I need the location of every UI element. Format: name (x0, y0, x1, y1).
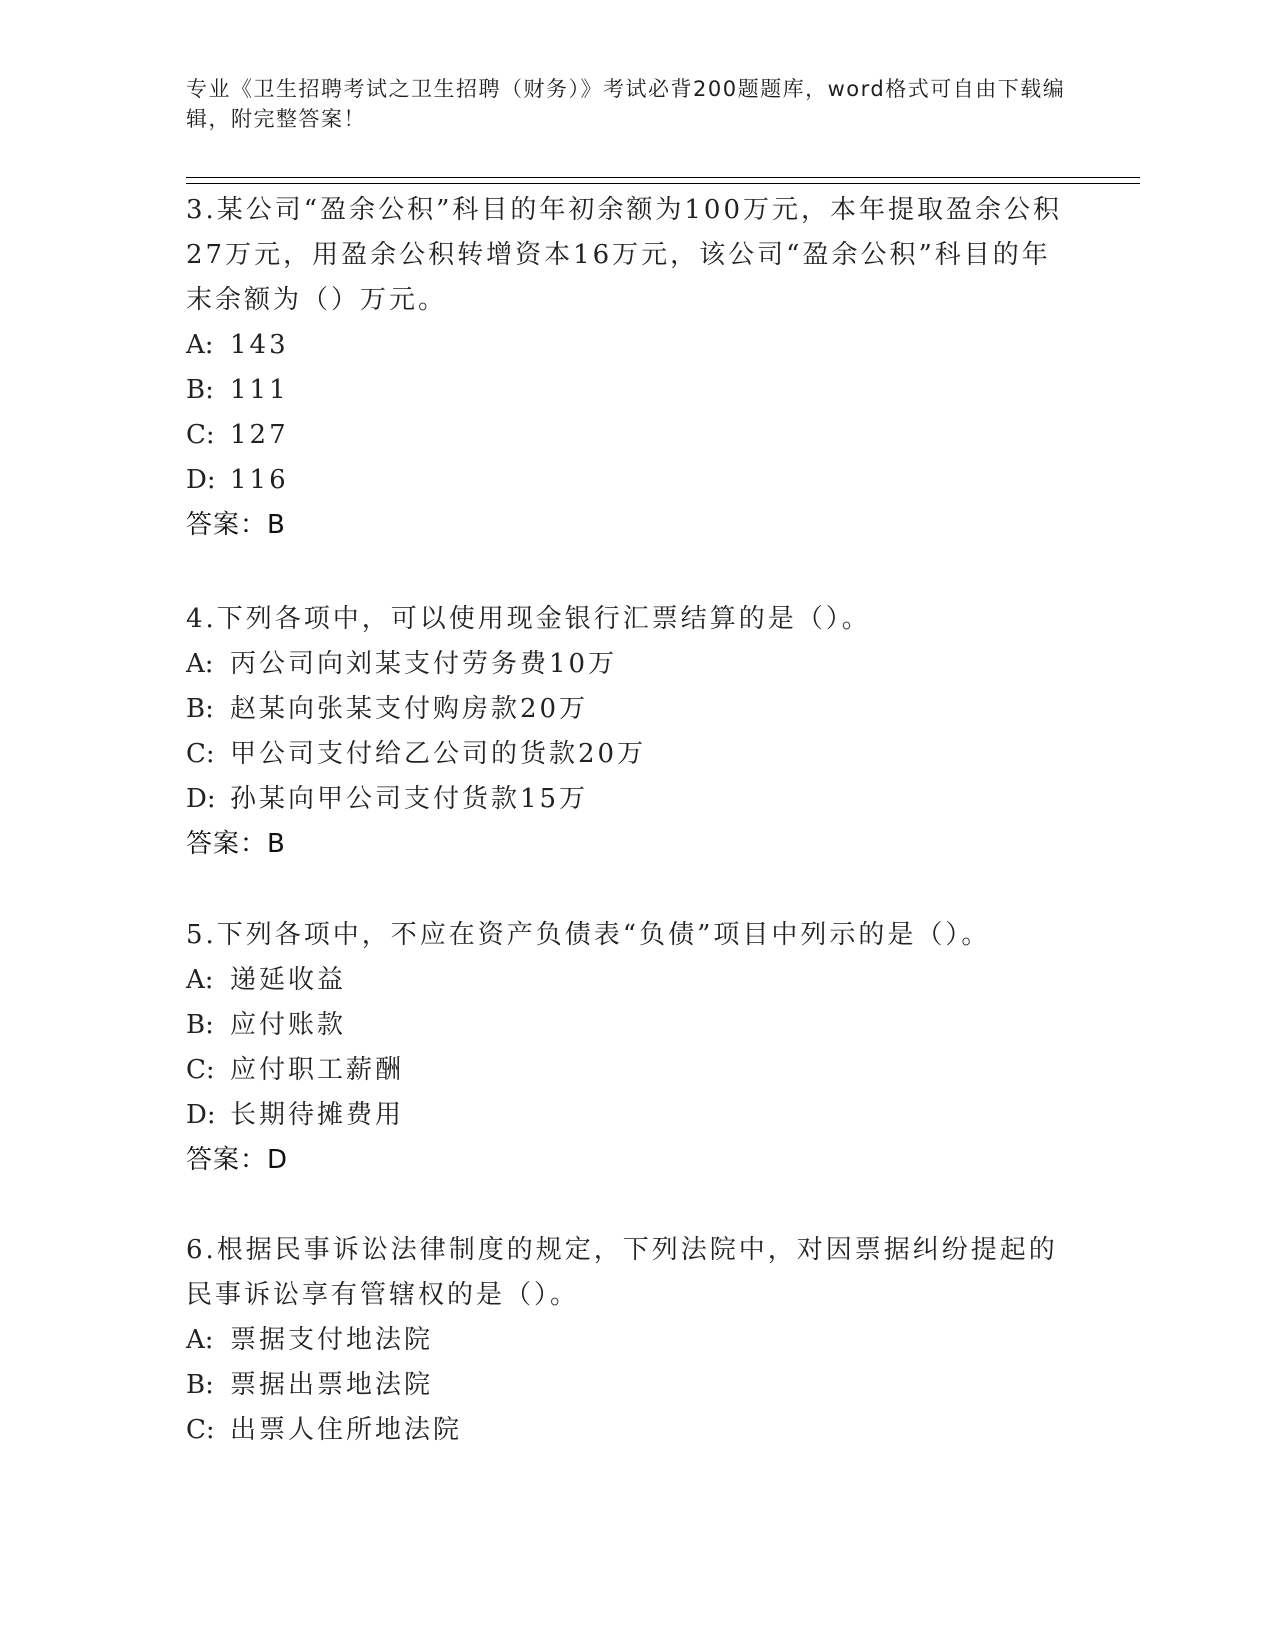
question-stem: 3.某公司“盈余公积”科目的年初余额为100万元，本年提取盈余公积27万元，用盈余公积转增资本16万元，该公司“盈余公积”科目的年末余额为（）万元。 (186, 195, 1063, 315)
option-d: D: 长期待摊费用 (186, 1100, 405, 1130)
question-4 (186, 597, 1066, 867)
option-d: D: 孙某向甲公司支付货款15万 (186, 784, 589, 814)
option-a: A: 143 (186, 330, 289, 360)
option-a: A: 丙公司向刘某支付劳务费10万 (186, 649, 618, 679)
option-a: A: 票据支付地法院 (186, 1325, 434, 1355)
question-6 (186, 1228, 1066, 1453)
answer-line: 答案：B (186, 829, 286, 859)
option-b: B: 111 (186, 375, 289, 405)
answer-line: 答案：B (186, 510, 286, 540)
question-stem: 6.根据民事诉讼法律制度的规定，下列法院中，对因票据纠纷提起的民事诉讼享有管辖权的是（）。 (186, 1235, 1058, 1310)
option-c: C: 甲公司支付给乙公司的货款20万 (186, 739, 647, 769)
option-d: D: 116 (186, 465, 289, 495)
answer-line: 答案：D (186, 1145, 289, 1175)
option-c: C: 出票人住所地法院 (186, 1415, 463, 1445)
header-divider-bottom (186, 183, 1140, 184)
option-b: B: 赵某向张某支付购房款20万 (186, 694, 589, 724)
document-header: 专业《卫生招聘考试之卫生招聘（财务）》考试必背200题题库，word格式可自由下载编辑，附完整答案！ (186, 77, 1066, 131)
question-stem: 5.下列各项中，不应在资产负债表“负债”项目中列示的是（）。 (186, 920, 991, 950)
question-5 (186, 913, 1066, 1183)
option-b: B: 票据出票地法院 (186, 1370, 434, 1400)
option-b: B: 应付账款 (186, 1010, 347, 1040)
option-c: C: 127 (186, 420, 289, 450)
question-stem: 4.下列各项中，可以使用现金银行汇票结算的是（）。 (186, 604, 871, 634)
question-3 (186, 188, 1066, 548)
option-a: A: 递延收益 (186, 965, 347, 995)
header-divider-top (186, 177, 1140, 178)
option-c: C: 应付职工薪酬 (186, 1055, 405, 1085)
